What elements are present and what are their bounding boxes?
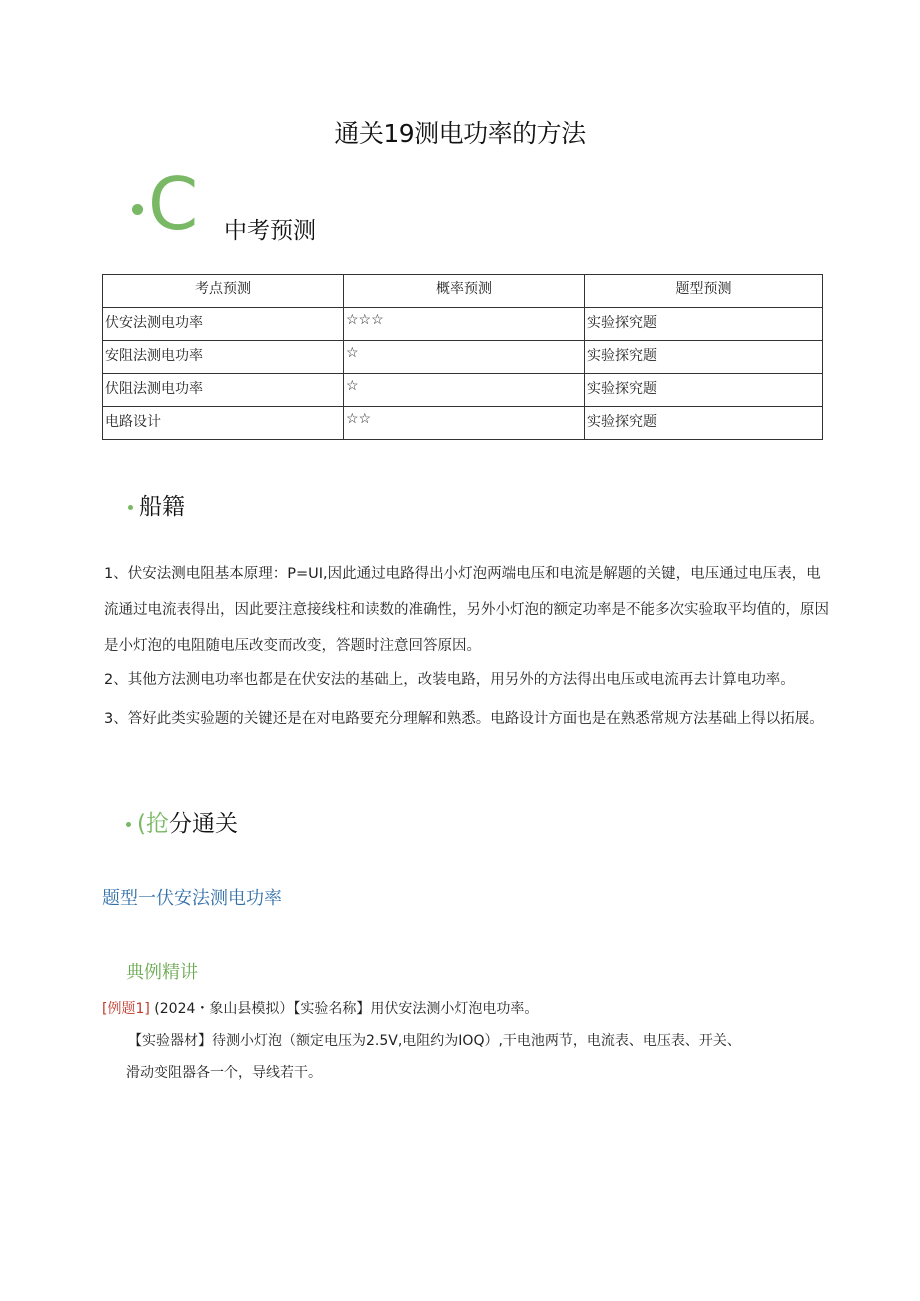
guide-heading-text: 船籍: [139, 494, 185, 520]
cell-type: 实验探究题: [585, 374, 823, 407]
guide-paragraph-1: 1、伏安法测电阻基本原理：P=UI,因此通过电路得出小灯泡两端电压和电流是解题的关键，电压通过电压表，电流通过电流表得出，因此要注意接线柱和读数的准确性，另外小灯泡的额定功率是不能多次实验取平均值的，原因是小灯泡的电阻随电压改变而改变，答题时注意回答原因。: [104, 566, 829, 654]
cell-type: 实验探究题: [585, 341, 823, 374]
bullet-dot-icon: [132, 204, 143, 215]
forecast-table: [102, 274, 823, 440]
header-question-type: 题型预测: [585, 275, 823, 308]
example-line-2: 【实验器材】待测小灯泡（额定电压为2.5V,电阻约为IOQ）,干电池两节，电流表、电压表、开关、: [128, 1033, 741, 1049]
table-row: [103, 374, 823, 407]
cell-topic: 安阻法测电功率: [103, 341, 344, 374]
guide-paragraph-3: 3、答好此类实验题的关键还是在对电路要充分理解和熟悉。电路设计方面也是在熟悉常规方法基础上得以拓展。: [104, 711, 824, 727]
scoring-text: 分通关: [168, 811, 238, 837]
cell-topic: 电路设计: [103, 407, 344, 440]
cell-probability: ☆☆: [344, 407, 585, 440]
example-source: (2024・象山县模拟）【实验名称】用伏安法测小灯泡电功率。: [154, 1001, 539, 1017]
scoring-paren: (抢: [137, 811, 169, 837]
guide-heading: [128, 488, 185, 521]
cell-probability: ☆☆☆: [344, 308, 585, 341]
example-heading: 典例精讲: [126, 962, 198, 983]
bullet-dot-icon: [126, 822, 131, 827]
table-row: [103, 407, 823, 440]
header-topic: 考点预测: [103, 275, 344, 308]
type-1-title: 题型一伏安法测电功率: [102, 888, 282, 909]
cell-probability: ☆: [344, 374, 585, 407]
guide-paragraph-2: 2、其他方法测电功率也都是在伏安法的基础上，改装电路，用另外的方法得出电压或电流再去计算电功率。: [104, 672, 795, 688]
cell-type: 实验探究题: [585, 308, 823, 341]
page-title: 通关19测电功率的方法: [334, 119, 586, 148]
cell-topic: 伏阻法测电功率: [103, 374, 344, 407]
example-line-3: 滑动变阻器各一个，导线若干。: [126, 1065, 322, 1081]
forecast-section-header: [128, 162, 388, 248]
cell-topic: 伏安法测电功率: [103, 308, 344, 341]
forecast-letter: C: [148, 162, 199, 246]
table-row: [103, 308, 823, 341]
header-probability: 概率预测: [344, 275, 585, 308]
table-header-row: [103, 275, 823, 308]
cell-probability: ☆: [344, 341, 585, 374]
bullet-dot-icon: [128, 505, 133, 510]
cell-type: 实验探究题: [585, 407, 823, 440]
forecast-label: 中考预测: [224, 218, 316, 244]
example-tag: [例题1]: [102, 1001, 150, 1017]
table-row: [103, 341, 823, 374]
scoring-section-heading: [126, 805, 238, 838]
example-line-1: [102, 992, 832, 1026]
